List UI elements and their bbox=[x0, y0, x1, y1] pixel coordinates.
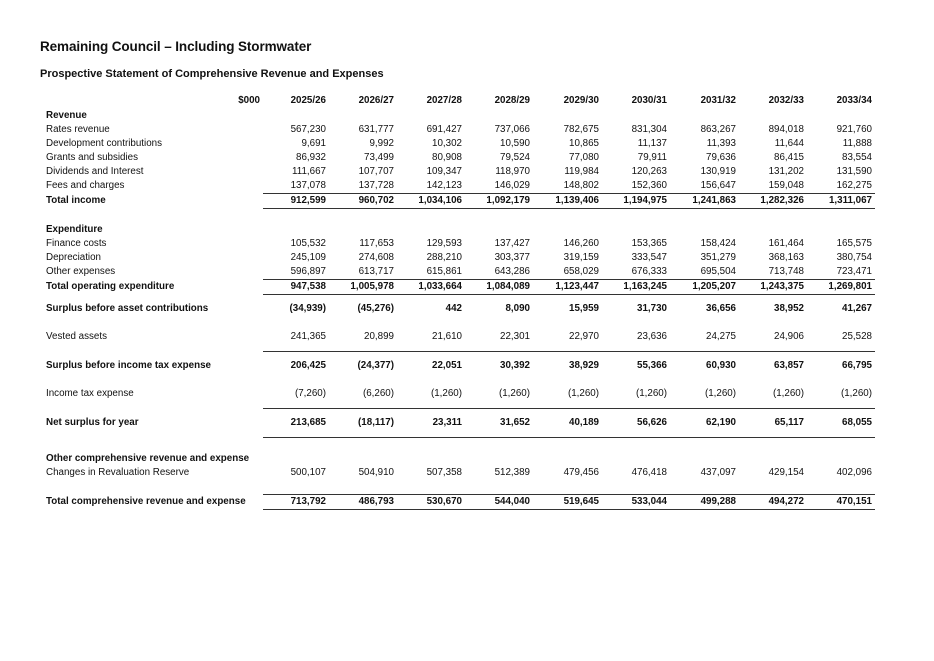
value-cell: 499,288 bbox=[670, 495, 739, 510]
value-cell: (1,260) bbox=[704, 388, 736, 399]
value-cell: 120,263 bbox=[631, 166, 667, 177]
value-cell: 274,608 bbox=[358, 252, 394, 263]
table-row bbox=[43, 237, 875, 251]
value-cell: 21,610 bbox=[432, 331, 462, 342]
value-cell: 894,018 bbox=[768, 124, 804, 135]
value-cell: 146,029 bbox=[494, 180, 530, 191]
value-cell: 31,652 bbox=[465, 409, 533, 438]
value-cell: 22,970 bbox=[569, 331, 599, 342]
value-cell: 429,154 bbox=[768, 467, 804, 478]
value-cell: 148,802 bbox=[563, 180, 599, 191]
year-header: 2032/33 bbox=[768, 95, 804, 106]
value-cell: 158,424 bbox=[700, 238, 736, 249]
value-cell: (18,117) bbox=[329, 409, 397, 438]
value-cell: 1,092,179 bbox=[465, 194, 533, 209]
value-cell: 66,795 bbox=[807, 352, 875, 381]
value-cell: 494,272 bbox=[739, 495, 807, 510]
value-cell: 303,377 bbox=[494, 252, 530, 263]
value-cell: 351,279 bbox=[700, 252, 736, 263]
value-cell: (1,260) bbox=[772, 388, 804, 399]
row-label: Total income bbox=[46, 195, 106, 206]
value-cell: 476,418 bbox=[631, 467, 667, 478]
value-cell: 319,159 bbox=[563, 252, 599, 263]
value-cell: 437,097 bbox=[700, 467, 736, 478]
value-cell: 60,930 bbox=[670, 352, 739, 381]
value-cell: 36,656 bbox=[706, 303, 736, 314]
value-cell: 77,080 bbox=[569, 152, 599, 163]
value-cell: 79,636 bbox=[706, 152, 736, 163]
table-row bbox=[43, 123, 875, 137]
value-cell: 1,123,447 bbox=[533, 280, 602, 295]
value-cell: 507,358 bbox=[426, 467, 462, 478]
year-header: 2026/27 bbox=[358, 95, 394, 106]
table-row bbox=[43, 380, 875, 409]
value-cell: 41,267 bbox=[842, 303, 872, 314]
value-cell: 723,471 bbox=[836, 266, 872, 277]
value-cell: 713,748 bbox=[768, 266, 804, 277]
table-row bbox=[43, 466, 875, 480]
value-cell: 1,005,978 bbox=[329, 280, 397, 295]
value-cell: 658,029 bbox=[563, 266, 599, 277]
value-cell: 631,777 bbox=[358, 124, 394, 135]
row-label: Grants and subsidies bbox=[46, 152, 139, 163]
value-cell: 129,593 bbox=[426, 238, 462, 249]
value-cell: 137,427 bbox=[494, 238, 530, 249]
value-cell: 73,499 bbox=[364, 152, 394, 163]
value-cell: 11,137 bbox=[637, 138, 667, 149]
value-cell: 241,365 bbox=[290, 331, 326, 342]
value-cell: 533,044 bbox=[602, 495, 670, 510]
value-cell: 153,365 bbox=[631, 238, 667, 249]
value-cell: 486,793 bbox=[329, 495, 397, 510]
value-cell: 25,528 bbox=[842, 331, 872, 342]
value-cell: 20,899 bbox=[364, 331, 394, 342]
value-cell: 596,897 bbox=[290, 266, 326, 277]
value-cell: 31,730 bbox=[637, 303, 667, 314]
value-cell: 470,151 bbox=[807, 495, 875, 510]
value-cell: 109,347 bbox=[426, 166, 462, 177]
value-cell: 111,667 bbox=[292, 166, 326, 177]
value-cell: (45,276) bbox=[357, 303, 394, 314]
row-label: Net surplus for year bbox=[46, 417, 139, 428]
surplus-before-asset-contributions-row bbox=[43, 295, 875, 324]
year-header: 2029/30 bbox=[563, 95, 599, 106]
surplus-before-tax-row bbox=[43, 352, 875, 381]
value-cell: 24,906 bbox=[774, 331, 804, 342]
value-cell: (1,260) bbox=[635, 388, 667, 399]
year-header: 2028/29 bbox=[494, 95, 530, 106]
value-cell: 62,190 bbox=[670, 409, 739, 438]
value-cell: 117,653 bbox=[359, 238, 394, 249]
value-cell: 146,260 bbox=[563, 238, 599, 249]
year-header: 2031/32 bbox=[700, 95, 736, 106]
value-cell: 479,456 bbox=[563, 467, 599, 478]
header-row bbox=[43, 93, 875, 109]
value-cell: 9,691 bbox=[301, 138, 326, 149]
value-cell: 8,090 bbox=[505, 303, 530, 314]
value-cell: 30,392 bbox=[465, 352, 533, 381]
value-cell: 831,304 bbox=[631, 124, 667, 135]
value-cell: 79,911 bbox=[637, 152, 667, 163]
row-label: Depreciation bbox=[46, 252, 102, 263]
value-cell: 10,302 bbox=[432, 138, 462, 149]
value-cell: 921,760 bbox=[836, 124, 872, 135]
value-cell: 22,051 bbox=[397, 352, 465, 381]
value-cell: 1,139,406 bbox=[533, 194, 602, 209]
total-income-row bbox=[43, 194, 875, 209]
unit-header: $000 bbox=[238, 95, 260, 106]
value-cell: 245,109 bbox=[290, 252, 326, 263]
value-cell: 206,425 bbox=[263, 352, 329, 381]
row-label: Total comprehensive revenue and expense bbox=[46, 496, 246, 507]
value-cell: 333,547 bbox=[631, 252, 667, 263]
value-cell: 1,269,801 bbox=[807, 280, 875, 295]
value-cell: 119,984 bbox=[564, 166, 599, 177]
total-expenditure-row bbox=[43, 280, 875, 295]
row-label: Development contributions bbox=[46, 138, 162, 149]
value-cell: 695,504 bbox=[700, 266, 736, 277]
value-cell: 10,590 bbox=[500, 138, 530, 149]
spacer-row bbox=[43, 438, 875, 453]
value-cell: 737,066 bbox=[494, 124, 530, 135]
value-cell: 863,267 bbox=[700, 124, 736, 135]
value-cell: 1,034,106 bbox=[397, 194, 465, 209]
value-cell: 947,538 bbox=[263, 280, 329, 295]
value-cell: 23,311 bbox=[397, 409, 465, 438]
value-cell: 1,282,326 bbox=[739, 194, 807, 209]
value-cell: 530,670 bbox=[397, 495, 465, 510]
value-cell: 402,096 bbox=[836, 467, 872, 478]
value-cell: 1,241,863 bbox=[670, 194, 739, 209]
value-cell: 79,524 bbox=[500, 152, 530, 163]
value-cell: 56,626 bbox=[602, 409, 670, 438]
row-label: Other expenses bbox=[46, 266, 116, 278]
section-heading-other bbox=[43, 452, 875, 466]
section-heading-revenue bbox=[43, 109, 875, 123]
value-cell: 544,040 bbox=[465, 495, 533, 510]
value-cell: 213,685 bbox=[263, 409, 329, 438]
value-cell: (6,260) bbox=[362, 388, 394, 399]
value-cell: 11,393 bbox=[706, 138, 736, 149]
value-cell: 40,189 bbox=[533, 409, 602, 438]
value-cell: (1,260) bbox=[498, 388, 530, 399]
table-row bbox=[43, 151, 875, 165]
value-cell: (1,260) bbox=[840, 388, 872, 399]
value-cell: 613,717 bbox=[358, 266, 394, 277]
value-cell: 1,243,375 bbox=[739, 280, 807, 295]
value-cell: 1,084,089 bbox=[465, 280, 533, 295]
value-cell: 15,959 bbox=[569, 303, 599, 314]
value-cell: 137,728 bbox=[358, 180, 394, 191]
value-cell: 288,210 bbox=[426, 252, 462, 263]
value-cell: 131,590 bbox=[836, 166, 872, 177]
value-cell: 912,599 bbox=[263, 194, 329, 209]
year-header: 2033/34 bbox=[836, 95, 872, 106]
value-cell: 118,970 bbox=[495, 166, 530, 177]
value-cell: 137,078 bbox=[290, 180, 326, 191]
value-cell: (7,260) bbox=[294, 388, 326, 399]
value-cell: 131,202 bbox=[768, 166, 804, 177]
table-row bbox=[43, 137, 875, 151]
row-label: Finance costs bbox=[46, 238, 107, 249]
value-cell: 1,194,975 bbox=[602, 194, 670, 209]
value-cell: 22,301 bbox=[500, 331, 530, 342]
row-label: Surplus before income tax expense bbox=[46, 359, 211, 371]
section-heading-expenditure bbox=[43, 223, 875, 237]
year-header: 2025/26 bbox=[290, 95, 326, 106]
section-heading: Revenue bbox=[46, 110, 87, 121]
value-cell: 713,792 bbox=[263, 495, 329, 510]
value-cell: 1,205,207 bbox=[670, 280, 739, 295]
net-surplus-row bbox=[43, 409, 875, 438]
value-cell: 512,389 bbox=[494, 467, 530, 478]
value-cell: 55,366 bbox=[602, 352, 670, 381]
value-cell: 567,230 bbox=[290, 124, 326, 135]
spacer-row bbox=[43, 209, 875, 224]
value-cell: 86,415 bbox=[774, 152, 804, 163]
value-cell: 107,707 bbox=[358, 166, 394, 177]
value-cell: 38,929 bbox=[533, 352, 602, 381]
value-cell: 1,033,664 bbox=[397, 280, 465, 295]
table-row bbox=[43, 265, 875, 280]
value-cell: 691,427 bbox=[426, 124, 462, 135]
value-cell: 80,908 bbox=[432, 152, 462, 163]
value-cell: 368,163 bbox=[768, 252, 804, 263]
row-label: Changes in Revaluation Reserve bbox=[46, 467, 190, 478]
spacer-row bbox=[43, 480, 875, 495]
value-cell: 159,048 bbox=[768, 180, 804, 191]
row-label: Dividends and Interest bbox=[46, 166, 144, 177]
value-cell: 156,647 bbox=[700, 180, 736, 191]
value-cell: (24,377) bbox=[329, 352, 397, 381]
value-cell: 1,163,245 bbox=[602, 280, 670, 295]
table-row bbox=[43, 165, 875, 179]
value-cell: 152,360 bbox=[631, 180, 667, 191]
value-cell: 504,910 bbox=[358, 467, 394, 478]
year-header: 2027/28 bbox=[426, 95, 462, 106]
table-row bbox=[43, 323, 875, 352]
table-row bbox=[43, 251, 875, 265]
value-cell: (1,260) bbox=[430, 388, 462, 399]
row-label: Income tax expense bbox=[46, 388, 134, 400]
document-title: Remaining Council – Including Stormwater bbox=[40, 39, 312, 54]
section-heading: Other comprehensive revenue and expense bbox=[46, 453, 250, 464]
value-cell: 380,754 bbox=[836, 252, 872, 263]
row-label: Total operating expenditure bbox=[46, 281, 175, 292]
section-heading: Expenditure bbox=[46, 224, 103, 235]
row-label: Surplus before asset contributions bbox=[46, 302, 209, 314]
value-cell: 161,464 bbox=[768, 238, 804, 249]
value-cell: 500,107 bbox=[290, 467, 326, 478]
value-cell: (1,260) bbox=[567, 388, 599, 399]
value-cell: 130,919 bbox=[700, 166, 736, 177]
value-cell: 442 bbox=[445, 303, 462, 314]
value-cell: 105,532 bbox=[290, 238, 326, 249]
row-label: Rates revenue bbox=[46, 124, 110, 135]
value-cell: 11,644 bbox=[774, 138, 804, 149]
value-cell: 782,675 bbox=[563, 124, 599, 135]
year-header: 2030/31 bbox=[631, 95, 667, 106]
value-cell: 960,702 bbox=[329, 194, 397, 209]
value-cell: 63,857 bbox=[739, 352, 807, 381]
table-row bbox=[43, 179, 875, 194]
value-cell: (34,939) bbox=[289, 303, 326, 314]
value-cell: 68,055 bbox=[807, 409, 875, 438]
value-cell: 9,992 bbox=[369, 138, 394, 149]
value-cell: 38,952 bbox=[774, 303, 804, 314]
value-cell: 65,117 bbox=[739, 409, 807, 438]
value-cell: 142,123 bbox=[426, 180, 462, 191]
value-cell: 162,275 bbox=[836, 180, 872, 191]
value-cell: 86,932 bbox=[296, 152, 326, 163]
value-cell: 83,554 bbox=[842, 152, 872, 163]
value-cell: 165,575 bbox=[836, 238, 872, 249]
value-cell: 23,636 bbox=[637, 331, 667, 342]
value-cell: 24,275 bbox=[706, 331, 736, 342]
value-cell: 643,286 bbox=[494, 266, 530, 277]
value-cell: 615,861 bbox=[426, 266, 462, 277]
total-comprehensive-row bbox=[43, 495, 875, 510]
value-cell: 11,888 bbox=[842, 138, 872, 149]
value-cell: 1,311,067 bbox=[807, 194, 875, 209]
value-cell: 10,865 bbox=[569, 138, 599, 149]
statement-subtitle: Prospective Statement of Comprehensive Revenue and Expenses bbox=[40, 68, 384, 80]
value-cell: 676,333 bbox=[631, 266, 667, 277]
row-label: Vested assets bbox=[46, 331, 107, 343]
value-cell: 519,645 bbox=[533, 495, 602, 510]
financial-statement-table bbox=[43, 93, 875, 510]
row-label: Fees and charges bbox=[46, 180, 125, 192]
